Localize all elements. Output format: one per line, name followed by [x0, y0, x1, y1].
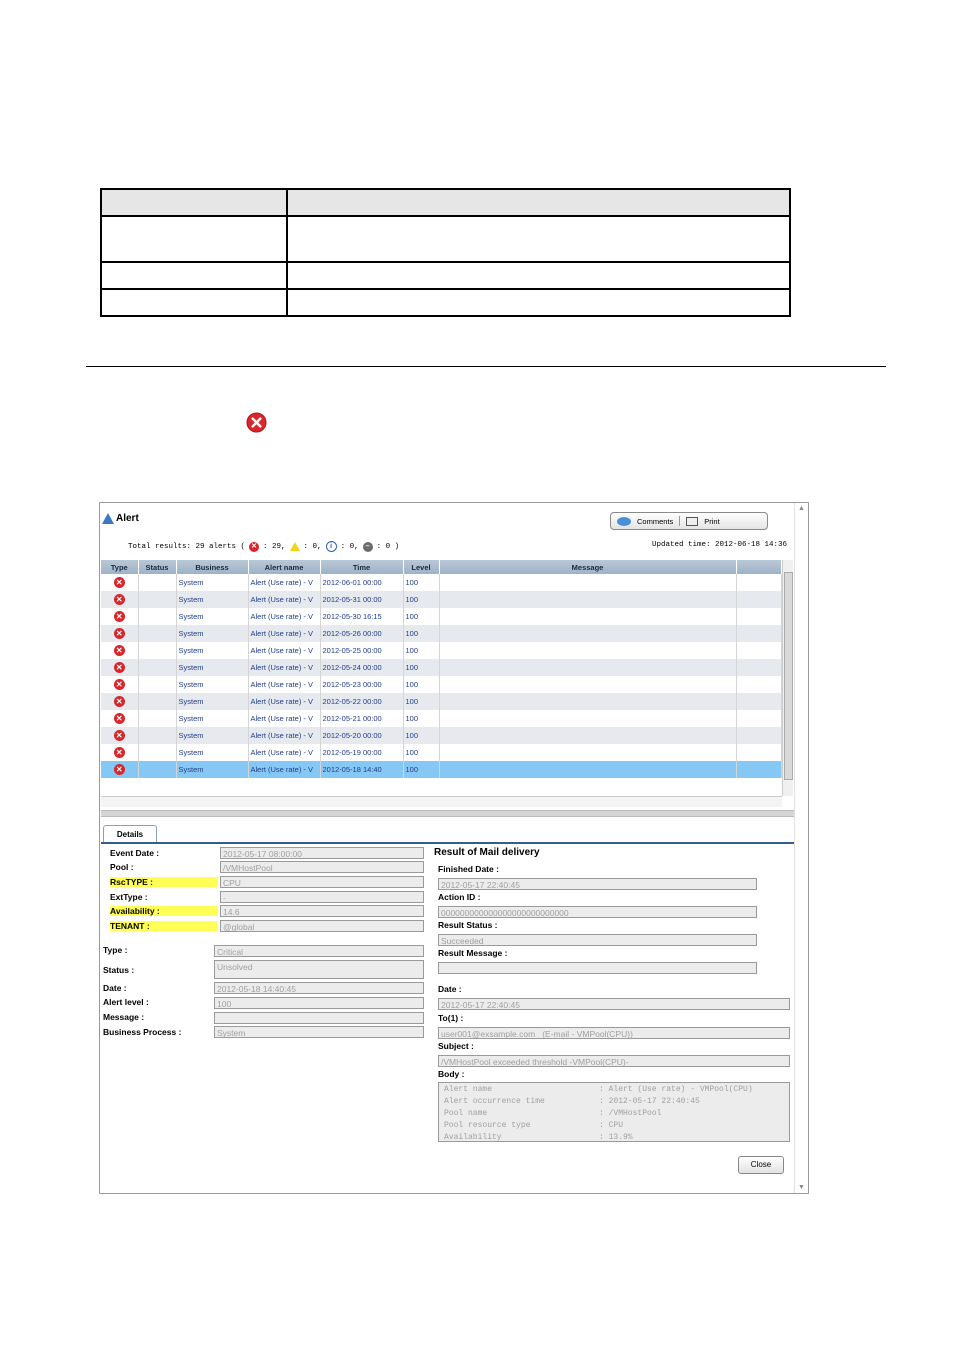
alert-name-cell: Alert (Use rate) - V	[248, 659, 320, 676]
time-cell: 2012-05-30 16:15	[320, 608, 403, 625]
time-cell: 2012-05-21 00:00	[320, 710, 403, 727]
table-row[interactable]	[101, 608, 781, 625]
message-cell	[439, 761, 736, 778]
type-cell	[101, 744, 138, 761]
business-process-label: Business Process :	[103, 1027, 182, 1037]
table-row[interactable]	[101, 591, 781, 608]
business-cell: System	[176, 659, 248, 676]
availability-label: Availability :	[110, 906, 218, 916]
level-cell: 100	[403, 676, 439, 693]
message-cell	[439, 591, 736, 608]
table-row[interactable]	[101, 693, 781, 710]
extra-cell	[736, 659, 781, 676]
message-field	[214, 1012, 424, 1024]
alert-name-cell: Alert (Use rate) - V	[248, 761, 320, 778]
event-date-field: 2012-05-17 08:00:00	[220, 847, 424, 859]
type-label: Type :	[103, 945, 128, 955]
horizontal-rule	[86, 366, 886, 367]
subject-label: Subject :	[438, 1041, 474, 1051]
time-cell: 2012-06-01 00:00	[320, 574, 403, 591]
scroll-up-arrow-icon[interactable]: ▲	[798, 505, 805, 512]
alert-name-cell: Alert (Use rate) - V	[248, 574, 320, 591]
warning-count-icon	[290, 542, 300, 551]
result-message-label: Result Message :	[438, 948, 508, 958]
toolbar	[610, 512, 768, 530]
critical-error-icon: ✕	[114, 594, 125, 605]
message-cell	[439, 608, 736, 625]
status-cell	[138, 727, 176, 744]
action-id-label: Action ID :	[438, 892, 481, 902]
window-scrollbar[interactable]	[794, 503, 808, 1193]
finished-date-label: Finished Date :	[438, 864, 499, 874]
business-cell: System	[176, 693, 248, 710]
message-cell	[439, 574, 736, 591]
comment-bubble-icon	[617, 517, 631, 526]
body-label: Body :	[438, 1069, 465, 1079]
level-cell: 100	[403, 744, 439, 761]
rsctype-label: RscTYPE :	[110, 877, 218, 887]
level-cell: 100	[403, 625, 439, 642]
info-count-icon: i	[326, 541, 337, 552]
table-row[interactable]	[101, 744, 781, 761]
table-row[interactable]	[101, 659, 781, 676]
critical-error-icon: ✕	[114, 645, 125, 656]
alert-name-cell: Alert (Use rate) - V	[248, 676, 320, 693]
error-count-icon: ✕	[249, 542, 259, 552]
type-cell	[101, 676, 138, 693]
extra-cell	[736, 574, 781, 591]
event-date-label: Event Date :	[110, 848, 160, 858]
level-cell: 100	[403, 642, 439, 659]
type-cell	[101, 574, 138, 591]
updated-time: Updated time: 2012-06-18 14:36	[652, 541, 788, 549]
business-cell: System	[176, 761, 248, 778]
message-cell	[439, 659, 736, 676]
critical-error-icon: ✕	[114, 662, 125, 673]
table-row[interactable]	[101, 676, 781, 693]
table-row[interactable]	[101, 727, 781, 744]
business-cell: System	[176, 744, 248, 761]
column-header-business[interactable]: Business	[176, 560, 248, 574]
date-label: Date :	[103, 983, 127, 993]
availability-field: 14.6	[220, 905, 424, 917]
pool-label: Pool :	[110, 862, 134, 872]
type-cell	[101, 659, 138, 676]
business-cell: System	[176, 625, 248, 642]
comments-button[interactable]: Comments	[611, 513, 679, 529]
subject-field: /VMHostPool exceeded threshold -VMPool(CPU)-	[438, 1055, 790, 1067]
business-cell: System	[176, 710, 248, 727]
error-icon	[246, 412, 267, 433]
column-header-level[interactable]: Level	[403, 560, 439, 574]
tenant-field: @global	[220, 920, 424, 932]
status-field: Unsolved	[214, 960, 424, 979]
column-header-alert-name[interactable]: Alert name	[248, 560, 320, 574]
message-cell	[439, 744, 736, 761]
unknown-count-icon: –	[363, 542, 373, 552]
alert-name-cell: Alert (Use rate) - V	[248, 608, 320, 625]
type-field: Critical	[214, 945, 424, 957]
time-cell: 2012-05-18 14:40	[320, 761, 403, 778]
extra-cell	[736, 591, 781, 608]
time-cell: 2012-05-24 00:00	[320, 659, 403, 676]
alert-window	[99, 502, 809, 1194]
critical-error-icon: ✕	[114, 611, 125, 622]
type-cell	[101, 608, 138, 625]
critical-error-icon: ✕	[114, 730, 125, 741]
print-button[interactable]: Print	[680, 513, 725, 529]
grid-vertical-scrollbar[interactable]	[782, 560, 793, 796]
status-cell	[138, 625, 176, 642]
action-id-field: 000000000000000000000000000	[438, 906, 757, 918]
mail-delivery-title: Result of Mail delivery	[434, 847, 540, 858]
level-cell: 100	[403, 761, 439, 778]
date-field: 2012-05-18 14:40:45	[214, 982, 424, 994]
message-cell	[439, 693, 736, 710]
time-cell: 2012-05-19 00:00	[320, 744, 403, 761]
rsctype-field: CPU	[220, 876, 424, 888]
type-cell	[101, 642, 138, 659]
alert-name-cell: Alert (Use rate) - V	[248, 591, 320, 608]
result-status-label: Result Status :	[438, 920, 498, 930]
column-header-message[interactable]: Message	[439, 560, 736, 574]
message-cell	[439, 727, 736, 744]
critical-error-icon: ✕	[114, 713, 125, 724]
status-cell	[138, 659, 176, 676]
column-header-status[interactable]: Status	[138, 560, 176, 574]
extra-cell	[736, 727, 781, 744]
critical-error-icon: ✕	[114, 679, 125, 690]
column-header-time[interactable]: Time	[320, 560, 403, 574]
status-cell	[138, 574, 176, 591]
type-cell	[101, 727, 138, 744]
type-cell	[101, 761, 138, 778]
to-label: To(1) :	[438, 1013, 464, 1023]
level-cell: 100	[403, 727, 439, 744]
table-row[interactable]	[101, 642, 781, 659]
level-cell: 100	[403, 710, 439, 727]
extra-cell	[736, 642, 781, 659]
level-cell: 100	[403, 574, 439, 591]
time-cell: 2012-05-22 00:00	[320, 693, 403, 710]
close-button[interactable]: Close	[738, 1156, 784, 1174]
business-cell: System	[176, 642, 248, 659]
critical-error-icon: ✕	[114, 577, 125, 588]
status-cell	[138, 710, 176, 727]
alert-level-field: 100	[214, 997, 424, 1009]
result-message-field	[438, 962, 757, 974]
type-cell	[101, 693, 138, 710]
critical-error-icon: ✕	[114, 764, 125, 775]
message-cell	[439, 676, 736, 693]
table-row[interactable]	[101, 761, 781, 778]
time-cell: 2012-05-20 00:00	[320, 727, 403, 744]
tenant-label: TENANT :	[110, 921, 218, 931]
message-cell	[439, 642, 736, 659]
level-cell: 100	[403, 591, 439, 608]
status-cell	[138, 761, 176, 778]
printer-icon	[686, 517, 698, 526]
to-field: user001@exsample.com (E-mail - VMPool(CPU))	[438, 1027, 790, 1039]
extra-cell	[736, 744, 781, 761]
result-status-field: Succeeded	[438, 934, 757, 946]
time-cell: 2012-05-23 00:00	[320, 676, 403, 693]
grid-header	[101, 560, 781, 574]
status-cell	[138, 591, 176, 608]
alert-warning-icon	[102, 513, 114, 524]
status-cell	[138, 676, 176, 693]
level-cell: 100	[403, 608, 439, 625]
message-cell	[439, 625, 736, 642]
table-row[interactable]	[101, 625, 781, 642]
type-cell	[101, 591, 138, 608]
status-cell	[138, 693, 176, 710]
time-cell: 2012-05-25 00:00	[320, 642, 403, 659]
tab-details[interactable]: Details	[103, 825, 157, 843]
pane-splitter[interactable]	[101, 810, 794, 817]
status-cell	[138, 608, 176, 625]
business-cell: System	[176, 591, 248, 608]
totals-summary: Total results: 29 alerts ( ✕ : 29, : 0, i : 0, – : 0 )	[128, 542, 400, 551]
alert-name-cell: Alert (Use rate) - V	[248, 642, 320, 659]
alert-name-cell: Alert (Use rate) - V	[248, 710, 320, 727]
alert-name-cell: Alert (Use rate) - V	[248, 727, 320, 744]
critical-error-icon: ✕	[114, 696, 125, 707]
business-cell: System	[176, 727, 248, 744]
business-cell: System	[176, 574, 248, 591]
alert-level-label: Alert level :	[103, 997, 149, 1007]
business-cell: System	[176, 676, 248, 693]
exttype-label: ExtType :	[110, 892, 148, 902]
status-cell	[138, 744, 176, 761]
level-cell: 100	[403, 659, 439, 676]
grid-scroll-thumb[interactable]	[784, 572, 793, 780]
grid-horizontal-scrollbar[interactable]	[101, 796, 782, 807]
business-process-field: System	[214, 1026, 424, 1038]
message-label: Message :	[103, 1012, 145, 1022]
extra-cell	[736, 693, 781, 710]
pool-field: /VMHostPool	[220, 861, 424, 873]
critical-error-icon: ✕	[114, 628, 125, 639]
exttype-field: -	[220, 891, 424, 903]
extra-cell	[736, 676, 781, 693]
scroll-down-arrow-icon[interactable]: ▼	[798, 1184, 805, 1191]
finished-date-field: 2012-05-17 22:40:45	[438, 878, 757, 890]
status-cell	[138, 642, 176, 659]
extra-cell	[736, 761, 781, 778]
column-header-type[interactable]: Type	[101, 560, 138, 574]
extra-cell	[736, 710, 781, 727]
time-cell: 2012-05-31 00:00	[320, 591, 403, 608]
status-label: Status :	[103, 965, 135, 975]
window-title: Alert	[102, 513, 139, 524]
mail-date-field: 2012-05-17 22:40:45	[438, 998, 790, 1010]
alert-name-cell: Alert (Use rate) - V	[248, 744, 320, 761]
document-table	[100, 188, 791, 317]
extra-cell	[736, 608, 781, 625]
message-cell	[439, 710, 736, 727]
time-cell: 2012-05-26 00:00	[320, 625, 403, 642]
table-row[interactable]	[101, 574, 781, 591]
body-textarea: Alert name : Alert (Use rate) - VMPool(CPU) Alert occurrence time : 2012-05-17 22:40:45 Pool name : /VMHostPool Pool resource type : CPU Availability : 13.9%	[438, 1082, 790, 1142]
column-header-extra	[736, 560, 781, 574]
critical-error-icon: ✕	[114, 747, 125, 758]
alert-name-cell: Alert (Use rate) - V	[248, 625, 320, 642]
level-cell: 100	[403, 693, 439, 710]
business-cell: System	[176, 608, 248, 625]
alert-name-cell: Alert (Use rate) - V	[248, 693, 320, 710]
type-cell	[101, 710, 138, 727]
type-cell	[101, 625, 138, 642]
mail-date-label: Date :	[438, 984, 462, 994]
extra-cell	[736, 625, 781, 642]
table-row[interactable]	[101, 710, 781, 727]
alert-grid	[101, 560, 792, 796]
